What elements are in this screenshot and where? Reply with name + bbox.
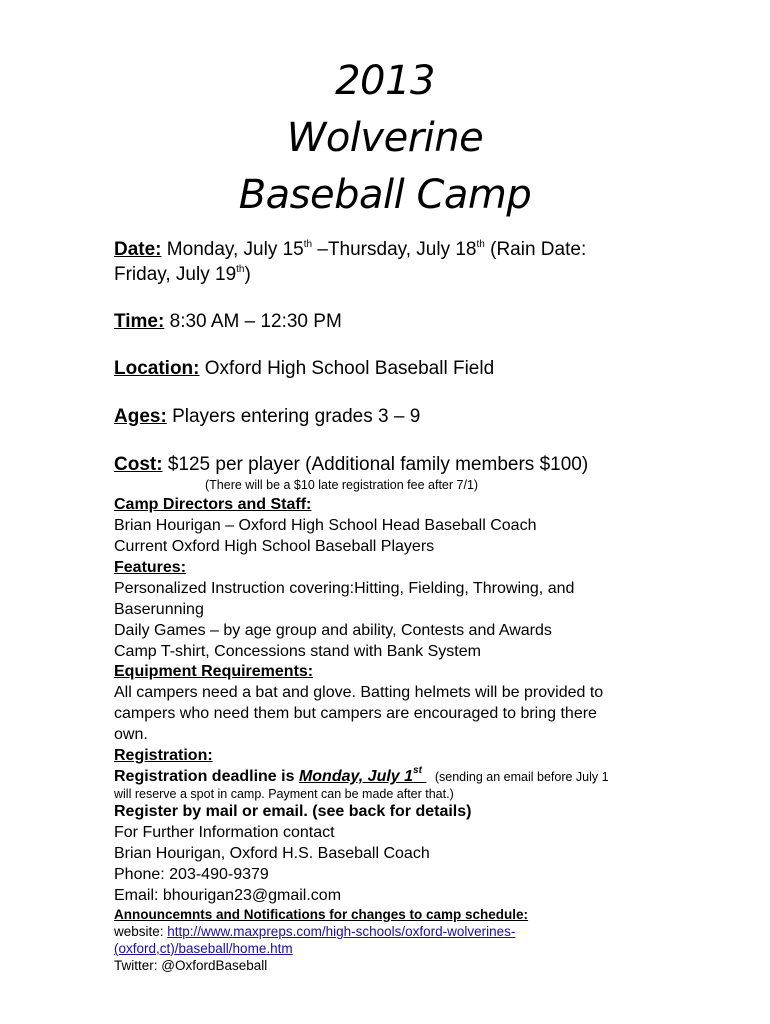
time-line bbox=[114, 310, 674, 334]
deadline-date bbox=[298, 765, 426, 785]
contact-line: For Further Information contact bbox=[114, 824, 335, 841]
features-line: Daily Games – by age group and ability, Contests and Awards bbox=[114, 622, 552, 639]
time-label: Time: bbox=[114, 311, 165, 332]
website-label: website: bbox=[114, 924, 168, 939]
features-line: Baserunning bbox=[114, 601, 204, 618]
date-sup: th bbox=[476, 239, 485, 250]
website-link-continued[interactable]: (oxford,ct)/baseball/home.htm bbox=[114, 941, 293, 956]
equipment-line: own. bbox=[114, 726, 148, 743]
location-value: Oxford High School Baseball Field bbox=[199, 358, 495, 379]
features-line: Camp T-shirt, Concessions stand with Bank System bbox=[114, 643, 481, 660]
equipment-line: campers who need them but campers are encouraged to bring there bbox=[114, 705, 597, 722]
deadline-note-2: will reserve a spot in camp. Payment can be made after that.) bbox=[114, 787, 454, 801]
title-year: 2013 bbox=[335, 58, 435, 104]
cost-label: Cost: bbox=[114, 454, 163, 475]
date-end: –Thursday, July 18 bbox=[312, 239, 477, 260]
deadline-line bbox=[114, 766, 674, 787]
features-heading: Features: bbox=[114, 559, 187, 576]
registration-heading: Registration: bbox=[114, 747, 213, 764]
ages-label: Ages: bbox=[114, 406, 167, 427]
location-label: Location: bbox=[114, 358, 200, 379]
announcements-heading: Announcemnts and Notifications for changes to camp schedule: bbox=[114, 907, 529, 922]
cost-line bbox=[114, 453, 674, 477]
rain-date-label: (Rain Date: bbox=[484, 239, 587, 260]
equipment-line: All campers need a bat and glove. Batting helmets will be provided to bbox=[114, 684, 604, 701]
website-line bbox=[114, 923, 674, 940]
time-value: 8:30 AM – 12:30 PM bbox=[164, 311, 342, 332]
ages-line bbox=[114, 405, 674, 429]
contact-line: Brian Hourigan, Oxford H.S. Baseball Coach bbox=[114, 845, 430, 862]
contact-email: Email: bhourigan23@gmail.com bbox=[114, 887, 342, 904]
twitter-line: Twitter: @OxfordBaseball bbox=[114, 958, 268, 973]
directors-heading: Camp Directors and Staff: bbox=[114, 496, 312, 513]
equipment-heading: Equipment Requirements: bbox=[114, 663, 314, 680]
cost-value: $125 per player (Additional family members $100) bbox=[162, 454, 589, 475]
contact-phone: Phone: 203-490-9379 bbox=[114, 866, 269, 883]
title-camp: Baseball Camp bbox=[238, 172, 532, 218]
date-line-1 bbox=[114, 238, 674, 262]
date-sup: th bbox=[303, 239, 313, 250]
date-label: Date: bbox=[114, 239, 162, 260]
deadline-prefix: Registration deadline is bbox=[114, 768, 299, 785]
date-line-2 bbox=[114, 263, 674, 287]
website-line-2 bbox=[114, 940, 674, 957]
directors-line: Brian Hourigan – Oxford High School Head Baseball Coach bbox=[114, 517, 537, 534]
deadline-date-text: Monday, July 1 bbox=[298, 768, 414, 785]
register-instructions: Register by mail or email. (see back for details) bbox=[114, 803, 472, 820]
deadline-sup: st bbox=[413, 765, 422, 776]
title-team: Wolverine bbox=[286, 115, 484, 161]
location-line bbox=[114, 357, 674, 381]
features-line: Personalized Instruction covering:Hitting, Fielding, Throwing, and bbox=[114, 580, 575, 597]
cost-note: (There will be a $10 late registration fee after 7/1) bbox=[205, 478, 479, 492]
ages-value: Players entering grades 3 – 9 bbox=[166, 406, 421, 427]
date-sup: th bbox=[236, 264, 245, 275]
rain-date-close: ) bbox=[244, 264, 251, 285]
rain-date: Friday, July 19 bbox=[114, 264, 237, 285]
deadline-note: (sending an email before July 1 bbox=[434, 770, 609, 784]
date-start: Monday, July 15 bbox=[161, 239, 304, 260]
website-link[interactable]: http://www.maxpreps.com/high-schools/oxford-wolverines- bbox=[167, 924, 516, 939]
directors-line: Current Oxford High School Baseball Players bbox=[114, 538, 435, 555]
